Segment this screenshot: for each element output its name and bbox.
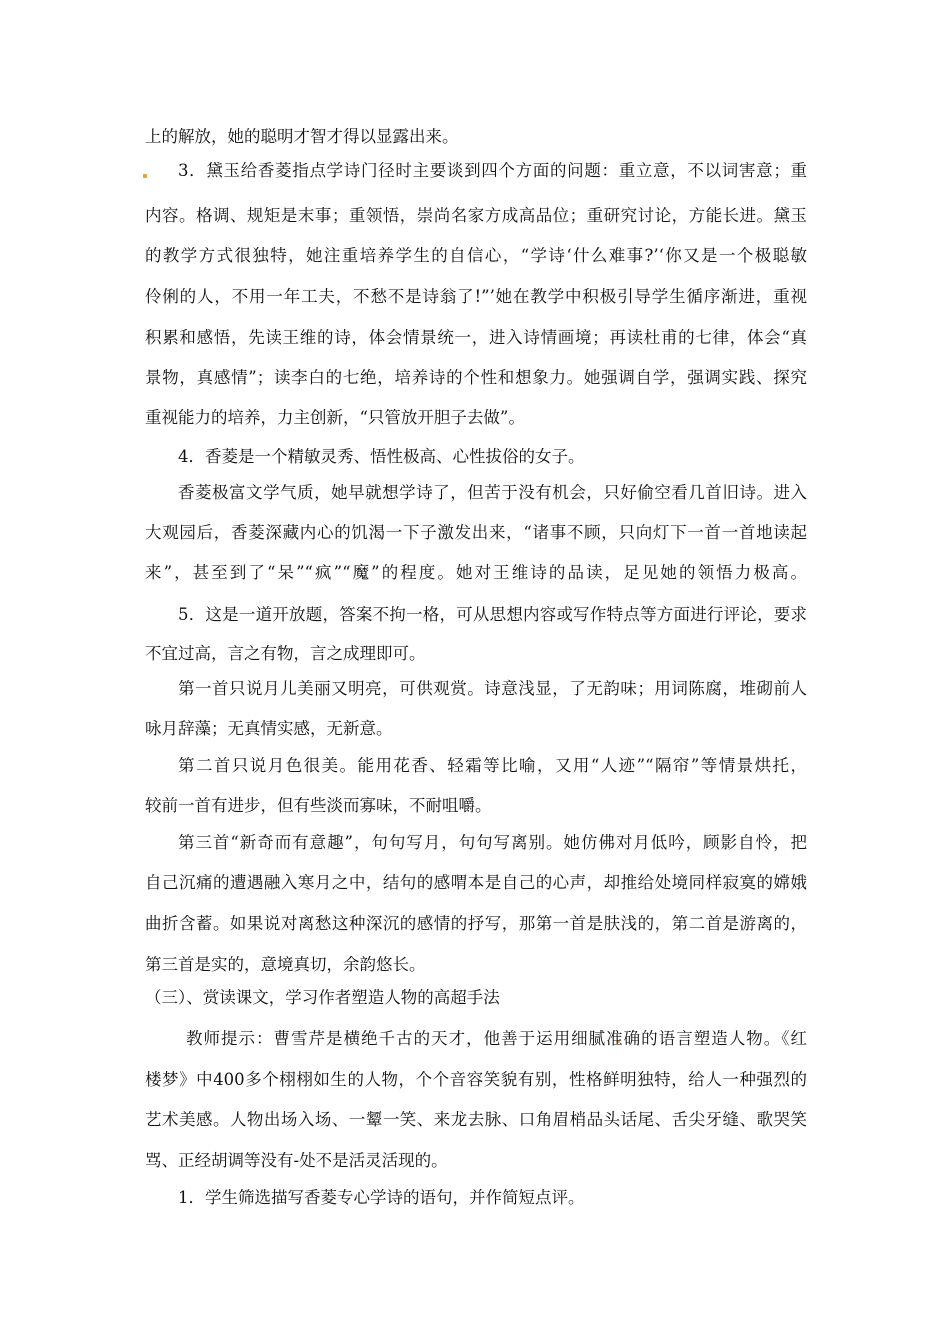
text-line: 咏月辞藻；无真情实感，无新意。: [145, 719, 393, 738]
text-line: 第三首是实的，意境真切，余韵悠长。: [145, 955, 426, 974]
section-heading: （三）、赏读课文，学习作者塑造人物的高超手法: [145, 988, 500, 1007]
text-line: 教师提示：曹雪芹是横绝千古的天才，他善于运用细腻准确的语言塑造人物。《红: [186, 1029, 807, 1048]
text-line: 5．这是一道开放题，答案不拘一格，可从思想内容或写作特点等方面进行评论，要求: [178, 605, 807, 624]
text-line: 内容。格调、规矩是末事；重领悟，崇尚名家方成高品位；重研究讨论，方能长进。黛玉: [145, 206, 807, 225]
margin-mark: [143, 174, 147, 178]
text-line: 第一首只说月儿美丽又明亮，可供观赏。诗意浅显，了无韵味；用词陈腐，堆砌前人: [178, 679, 807, 698]
text-line: 不宜过高，言之有物，言之成理即可。: [145, 644, 426, 663]
text-line: 大观园后，香菱深藏内心的饥渴一下子激发出来，“诸事不顾，只向灯下一首一首地读起: [145, 523, 807, 542]
text-line: 1．学生筛选描写香菱专心学诗的语句，并作简短点评。: [178, 1188, 585, 1207]
text-line: 重视能力的培养，力主创新，“只管放开胆子去做”。: [145, 408, 525, 427]
text-line: 艺术美感。人物出场入场、一颦一笑、来龙去脉、口角眉梢品头话尾、舌尖牙缝、歌哭笑: [145, 1110, 807, 1129]
text-line: 上的解放，她的聪明才智才得以显露出来。: [145, 127, 459, 146]
text-line: 第二首只说月色很美。能用花香、轻霜等比喻，又用“人迹”“隔帘”等情景烘托，: [178, 756, 807, 775]
text-line: 较前一首有进步，但有些淡而寡味，不耐咀嚼。: [145, 796, 492, 815]
text-line: 4．香菱是一个精敏灵秀、悟性极高、心性拔俗的女子。: [178, 447, 585, 466]
text-line: 伶俐的人，不用一年工夫，不愁不是诗翁了!”’她在教学中积极引导学生循序渐进，重视: [145, 287, 807, 306]
text-line: 曲折含蓄。如果说对离愁这种深沉的感情的抒写，那第一首是肤浅的，第二首是游离的，: [145, 914, 807, 933]
text-line: 的教学方式很独特，她注重培养学生的自信心，“学诗‘什么难事?’‘你又是一个极聪敏: [145, 246, 807, 265]
text-line: 自己沉痛的遭遇融入寒月之中，结句的感喟本是自己的心声，却推给处境同样寂寞的嫦娥: [145, 873, 807, 892]
text-line: 香菱极富文学气质，她早就想学诗了，但苦于没有机会，只好偷空看几首旧诗。进入: [178, 483, 807, 502]
text-line: 骂、正经胡调等没有-处不是活灵活现的。: [145, 1151, 448, 1170]
text-line: 景物，真感情”；读李白的七绝，培养诗的个性和想象力。她强调自学，强调实践、探究: [145, 368, 807, 387]
text-line: 积累和感悟，先读王维的诗，体会情景统一，进入诗情画境；再读杜甫的七律，体会“真: [145, 328, 807, 347]
text-line: 第三首“新奇而有意趣”，句句写月，句句写离别。她仿佛对月低吟，顾影自怜，把: [178, 833, 807, 852]
text-line: 3．黛玉给香菱指点学诗门径时主要谈到四个方面的问题：重立意，不以词害意；重: [178, 161, 807, 180]
text-line: 楼梦》中400多个栩栩如生的人物，个个音容笑貌有别，性格鲜明独特，给人一种强烈的: [145, 1070, 807, 1089]
text-line: 来”，甚至到了“呆”“疯”“魔”的程度。她对王维诗的品读，足见她的领悟力极高。: [145, 563, 807, 582]
